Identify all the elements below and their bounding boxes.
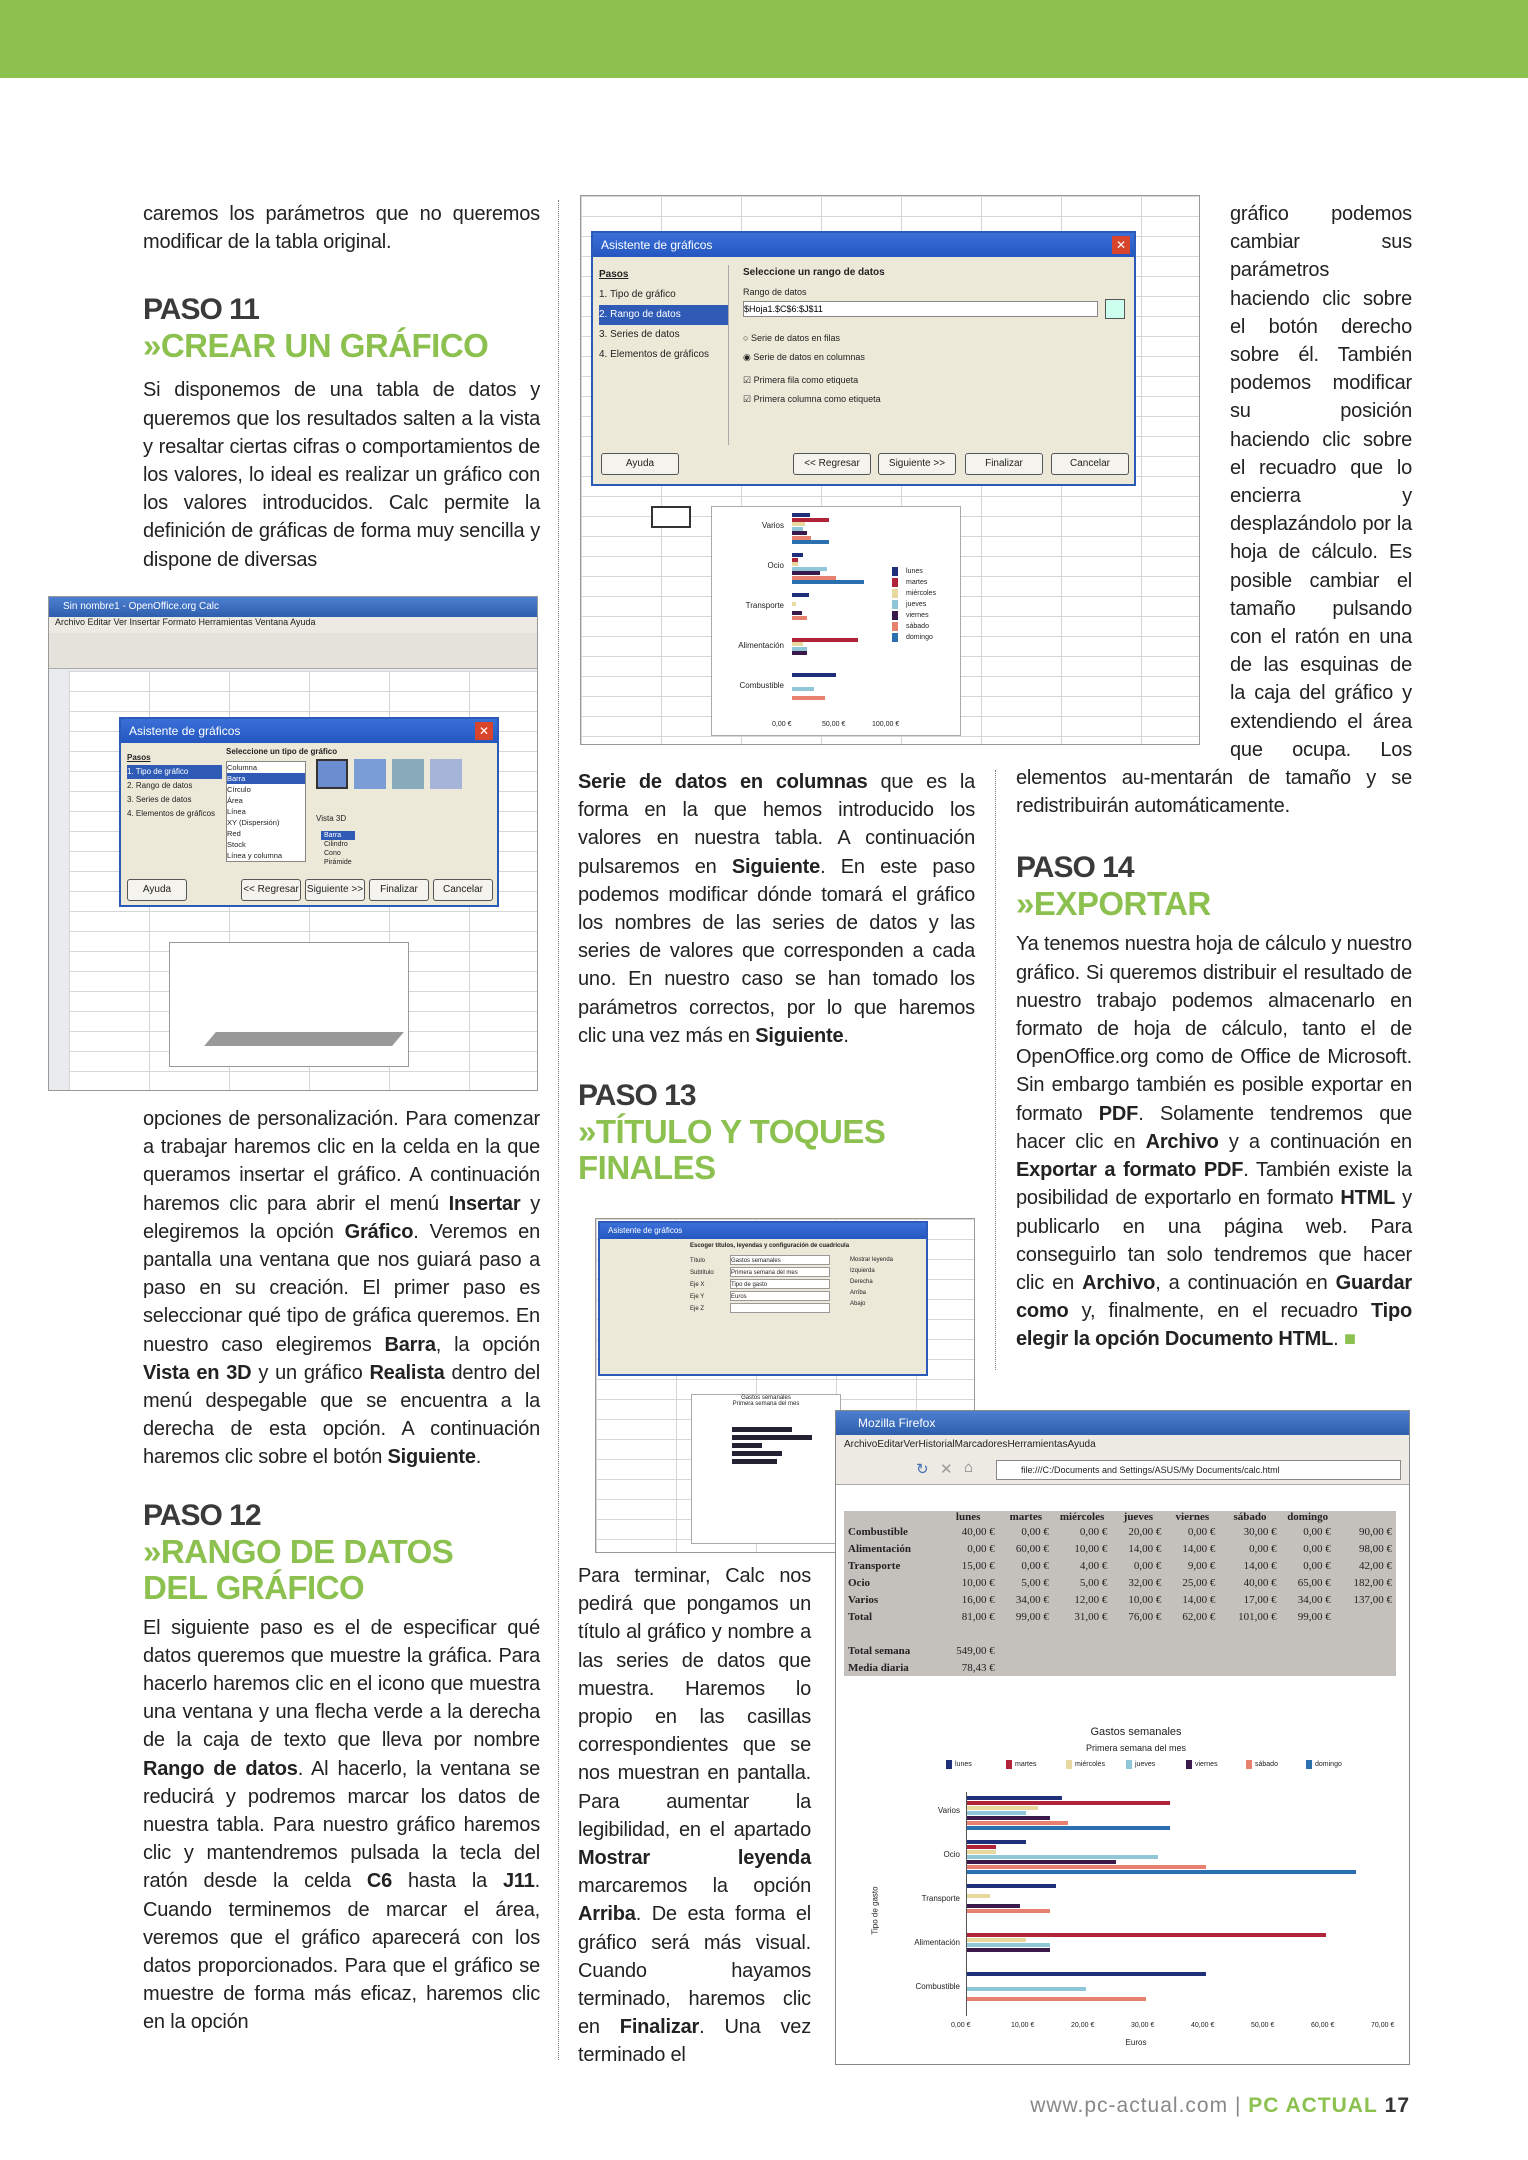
bar [792, 571, 820, 575]
row-label: Transporte [848, 1559, 901, 1572]
separator: | [1234, 2094, 1242, 2117]
x-tick-label: 50,00 € [822, 721, 846, 728]
row-label: Total [848, 1610, 873, 1623]
value-cell: 40,00 € [961, 1525, 995, 1538]
shape-option[interactable]: Cilindro [324, 841, 348, 848]
value-cell: 15,00 € [961, 1559, 995, 1572]
header-bar [0, 0, 1528, 78]
radio-rows[interactable]: ○ Serie de datos en filas [743, 333, 840, 343]
value-cell: 5,00 € [1079, 1576, 1108, 1589]
field-label: Eje X [690, 1282, 705, 1288]
field-label: Eje Z [690, 1306, 705, 1312]
chart-type-item[interactable]: Línea y columna [227, 851, 283, 860]
step-item[interactable]: 4. Elementos de gráficos [599, 349, 710, 360]
view-3d-checkbox[interactable]: Vista 3D [316, 814, 347, 823]
bar [966, 1909, 1050, 1913]
legend-item: sábado [892, 622, 929, 631]
header-cell: domingo [1287, 1511, 1329, 1523]
dialog-heading: Escoger títulos, leyendas y configuración de cuadrícula [690, 1243, 850, 1249]
shape-option[interactable]: Barra [321, 831, 355, 840]
value-cell: 0,00 € [1187, 1525, 1216, 1538]
category-label: Varios [761, 521, 784, 530]
bar [966, 1884, 1056, 1888]
paso-11-text-continued: opciones de personalización. Para comenzar a trabajar haremos clic en la celda en la que queramos insertar el gráfico. A continuación haremos clic para abrir el menú Insertar y elegiremos la opción Gráfico. Veremos en pantalla una ventana que nos guiará paso a paso en su creación. El primer paso es seleccionar qué tipo de gráfica queremos. En nuestro caso elegiremos Barra, la opción Vista en 3D y un gráfico Realista dentro del menú despegable que se encuentra a la derecha de esta opción. A continuación haremos clic sobre el botón Siguiente. [143, 1108, 541, 1469]
calc-screenshot-chart-type [48, 596, 538, 1091]
screenshot-spacer [1016, 200, 1230, 760]
title-field-row[interactable] [690, 1279, 830, 1291]
step-title: »EXPORTAR [1016, 885, 1211, 923]
bar [792, 696, 825, 700]
dialog-heading: Seleccione un rango de datos [743, 267, 885, 278]
chart-type-item[interactable]: Círculo [227, 785, 251, 794]
step-title: »TÍTULO Y TOQUES [578, 1113, 886, 1151]
step-title: »RANGO DE DATOS [143, 1532, 454, 1570]
value-cell: 40,00 € [1243, 1576, 1277, 1589]
summary-label: Media diaria [848, 1661, 909, 1674]
x-tick-label: 10,00 € [1011, 2022, 1035, 2029]
chart-subtitle: Primera semana del mes [1085, 1743, 1187, 1753]
summary-value: 549,00 € [956, 1644, 995, 1657]
checkbox-first-column[interactable]: ☑ Primera columna como etiqueta [743, 394, 881, 404]
row-label: Alimentación [848, 1542, 911, 1555]
value-cell: 0,00 € [1303, 1559, 1331, 1572]
header-cell: jueves [1123, 1511, 1153, 1523]
window-title: Sin nombre1 - OpenOffice.org Calc [49, 597, 537, 617]
close-icon[interactable]: ✕ [1112, 236, 1130, 254]
bar [966, 1933, 1326, 1937]
category-label: Ocio [767, 561, 784, 570]
category-label: Transporte [745, 601, 784, 610]
title-field-row[interactable] [690, 1303, 830, 1315]
x-tick-label: 100,00 € [872, 721, 900, 728]
legend-item: domingo [1306, 1760, 1342, 1769]
x-tick-label: 40,00 € [1191, 2022, 1215, 2029]
paso-12-text-continued: Serie de datos en columnas que es la forma en la que hemos introducido los valores en nuestra tabla. A continuación pulsaremos en Siguiente. En este paso podemos modificar dónde tomará el gráfico los nombres de las series de datos y las series de valores que corresponden a cada uno. En nuestro caso se han tomado los parámetros correctos, por lo que haremos clic una vez más en Siguiente. [578, 771, 975, 1047]
spacer-row [844, 1625, 1396, 1642]
value-cell: 81,00 € [961, 1610, 995, 1623]
value-cell: 42,00 € [1359, 1559, 1392, 1572]
chart-type-item[interactable]: Barra [227, 773, 305, 784]
bar [792, 558, 798, 562]
shape-option[interactable]: Cono [324, 850, 341, 857]
step-item[interactable]: 2. Rango de datos [127, 781, 193, 790]
title-field-row[interactable] [690, 1255, 830, 1267]
field-label: Título [690, 1258, 706, 1264]
bar [792, 673, 836, 677]
page-footer [1030, 2094, 1410, 2118]
value-cell: 14,00 € [1182, 1593, 1216, 1606]
step-number: PASO 11 [143, 293, 259, 327]
paso-14-text: Ya tenemos nuestra hoja de cálculo y nuestro gráfico. Si queremos distribuir el resultado de nuestro trabajo podemos almacenarlo en formato de hoja de cálculo, tanto el de OpenOffice.org como de Office de Microsoft. Sin embargo también es posible exportar en formato PDF. Solamente tendremos que hacer clic en Archivo y a continuación en Exportar a formato PDF. También existe la posibilidad de exportarlo en formato HTML y publicarlo en una página web. Para conseguirlo tan solo tendremos que hacer clic en Archivo, a continuación en Guardar como y, finalmente, en el recuadro Tipo elegir la opción Documento HTML. ■ [1016, 933, 1412, 1351]
value-cell: 12,00 € [1074, 1593, 1108, 1606]
x-tick-label: 20,00 € [1071, 2022, 1095, 2029]
legend-option[interactable]: Abajo [850, 1301, 866, 1307]
value-cell: 98,00 € [1359, 1542, 1392, 1555]
chart-type-item[interactable]: Stock [227, 840, 246, 849]
bar [966, 1865, 1206, 1869]
bar [966, 1806, 1038, 1810]
bar [792, 687, 814, 691]
bar [966, 1870, 1356, 1874]
step-title: FINALES [578, 1149, 716, 1187]
steps-header: Pasos [127, 753, 151, 762]
step-item[interactable]: 1. Tipo de gráfico [599, 289, 676, 300]
field-value: Euros [730, 1291, 830, 1301]
value-cell: 14,00 € [1182, 1542, 1216, 1555]
right-column [1016, 200, 1412, 1354]
menu-item[interactable]: Ayuda [1067, 1439, 1096, 1450]
step-item[interactable]: 4. Elementos de gráficos [127, 809, 216, 818]
website: www.pc-actual.com [1030, 2094, 1229, 2117]
bar [966, 1845, 996, 1849]
legend-option[interactable]: Arriba [850, 1290, 867, 1296]
paso-11-heading [143, 292, 540, 364]
x-tick-label: 70,00 € [1371, 2022, 1395, 2029]
bar [966, 1860, 1116, 1864]
chart-type-item[interactable]: Columna [227, 763, 258, 772]
summary-row [844, 1659, 1396, 1676]
address-bar[interactable]: file:///C:/Documents and Settings/ASUS/My Documents/calc.html [996, 1460, 1401, 1480]
y-axis-line [966, 1792, 967, 2016]
value-cell: 30,00 € [1243, 1525, 1277, 1538]
bar [966, 1796, 1062, 1800]
bar [966, 1840, 1026, 1844]
bar [792, 576, 836, 580]
paso-12-text: El siguiente paso es el de especificar qué datos queremos que muestre la gráfica. Para hacerlo haremos clic en el icono que muestra una ventana y una flecha verde a la derecha de la caja de texto que lleva por nombre Rango de datos. Al hacerlo, la ventana se reducirá y podremos marcar los datos de nuestra tabla. Para nuestro gráfico haremos clic y mantendremos pulsada la tecla del ratón desde la celda C6 hasta la J11. Cuando terminemos de marcar el área, veremos que el gráfico aparecerá con los datos proporcionados. Para que el gráfico se muestre de forma más eficaz, haremos clic en la opción [143, 1616, 540, 2034]
step-item[interactable]: 3. Series de datos [599, 329, 680, 340]
field-value: Tipo de gasto [730, 1279, 830, 1289]
x-tick-label: 0,00 € [772, 721, 792, 728]
category-label: Alimentación [914, 1938, 960, 1947]
bar [792, 536, 811, 540]
table-row [844, 1540, 1396, 1557]
header-cell [1335, 1511, 1396, 1523]
nav-toolbar [836, 1455, 1409, 1485]
x-axis-label: Euros [1125, 2038, 1147, 2047]
chart-type-item[interactable]: Línea [227, 807, 246, 816]
field-value: Primera semana del mes [730, 1267, 830, 1277]
category-label: Alimentación [738, 641, 784, 650]
value-cell: 34,00 € [1015, 1593, 1049, 1606]
value-cell: 0,00 € [1303, 1542, 1331, 1555]
bar [966, 1894, 990, 1898]
left-column-top [143, 200, 540, 574]
header-cell [844, 1511, 938, 1523]
step-title: »CREAR UN GRÁFICO [143, 327, 489, 365]
bar [966, 1850, 996, 1854]
summary-value: 78,43 € [961, 1661, 995, 1674]
category-label: Combustible [739, 681, 784, 690]
intro-text: caremos los parámetros que no queremos modificar de la tabla original. [143, 203, 540, 254]
cancelar-button[interactable]: Cancelar [1051, 453, 1129, 475]
chart-type-item[interactable]: XY (Dispersión) [227, 818, 280, 827]
category-label: Ocio [943, 1850, 960, 1859]
bar [792, 651, 807, 655]
window-title: Mozilla Firefox [836, 1411, 1409, 1435]
value-cell: 10,00 € [1074, 1542, 1108, 1555]
bar [792, 593, 809, 597]
bar [966, 1816, 1050, 1820]
left-column-bottom [143, 1105, 540, 2037]
ayuda-button[interactable]: Ayuda [127, 879, 187, 901]
bar [966, 1811, 1026, 1815]
value-cell: 10,00 € [961, 1576, 995, 1589]
chart-wizard-dialog [119, 717, 499, 907]
bar [792, 611, 802, 615]
row-label: Combustible [848, 1525, 908, 1538]
summary-label: Total semana [848, 1644, 911, 1657]
value-cell: 4,00 € [1079, 1559, 1108, 1572]
bar [792, 553, 803, 557]
value-cell: 14,00 € [1128, 1542, 1162, 1555]
field-label: Eje Y [690, 1294, 705, 1300]
legend-option[interactable]: Izquierda [850, 1268, 875, 1274]
value-cell [1335, 1608, 1396, 1625]
legend-item: sábado [1246, 1760, 1278, 1769]
paso-13-text: Para terminar, Calc nos pedirá que pongamos un título al gráfico y nombre a las series de datos que muestra. Haremos lo propio en las casillas correspondientes que se nos muestran en pantalla. Para aumentar la legibilidad, en el apartado Mostrar leyenda marcaremos la opción Arriba. De esta forma el gráfico será más visual. Cuando hayamos terminado, haremos clic en Finalizar. Una vez terminado el [578, 1565, 812, 2067]
table-row [844, 1557, 1396, 1574]
legend-item: miércoles [1066, 1760, 1105, 1769]
legend-item: lunes [946, 1760, 972, 1769]
reload-icon[interactable]: ↻ [916, 1461, 929, 1478]
bar [966, 1801, 1170, 1805]
value-cell: 137,00 € [1353, 1593, 1392, 1606]
value-cell: 0,00 € [1079, 1525, 1108, 1538]
value-cell: 31,00 € [1074, 1610, 1108, 1623]
middle-column-top [578, 768, 975, 1186]
bar [792, 580, 864, 584]
menu-item[interactable]: Historial [918, 1439, 955, 1450]
close-icon[interactable]: ✕ [475, 722, 493, 740]
table-header-row [844, 1511, 1396, 1523]
header-cell: lunes [955, 1511, 981, 1523]
range-label: Rango de datos [743, 287, 807, 297]
paso-13-heading [578, 1078, 975, 1186]
value-cell: 182,00 € [1353, 1576, 1392, 1589]
menu-item[interactable]: Ver [903, 1439, 919, 1450]
value-cell: 60,00 € [1015, 1542, 1049, 1555]
paso-13-text-narrow: gráfico podemos cambiar sus parámetros haciendo clic sobre el botón derecho sobre él. También podemos modificar su posición haciendo clic sobre el recuadro que lo encierra y desplazándolo por la hoja de cálculo. Es posible cambiar el tamaño pulsando con el ratón en una de las esquinas de la caja del gráfico y extendiendo el área que ocupa. Los elementos au- [1016, 203, 1412, 790]
header-cell: sábado [1233, 1511, 1267, 1523]
bar [792, 527, 803, 531]
legend-item: viernes [892, 611, 929, 620]
home-icon[interactable]: ⌂ [964, 1459, 974, 1476]
magazine-name: PC ACTUAL [1248, 2094, 1378, 2117]
legend-item: domingo [892, 633, 933, 642]
finalizar-button[interactable]: Finalizar [369, 879, 429, 901]
x-tick-label: 60,00 € [1311, 2022, 1335, 2029]
field-value [730, 1303, 830, 1313]
chart-title: Gastos semanales [1090, 1726, 1182, 1738]
step-number: PASO 12 [143, 1498, 261, 1532]
legend-item: jueves [892, 600, 926, 609]
expenses-table [844, 1511, 1396, 1676]
paso-12-heading [143, 1498, 540, 1606]
stop-icon[interactable]: ✕ [940, 1461, 953, 1478]
step-number: PASO 13 [578, 1079, 696, 1113]
step-title: DEL GRÁFICO [143, 1568, 365, 1606]
value-cell: 62,00 € [1182, 1610, 1216, 1623]
value-cell: 14,00 € [1243, 1559, 1277, 1572]
value-cell: 17,00 € [1243, 1593, 1277, 1606]
bar [792, 616, 807, 620]
field-label: Subtítulo [690, 1270, 714, 1276]
chart-type-item[interactable]: Red [227, 829, 241, 838]
steps-header: Pasos [599, 269, 629, 280]
legend-option[interactable]: Mostrar leyenda [850, 1257, 894, 1263]
legend-item: viernes [1186, 1760, 1218, 1769]
ayuda-button[interactable]: Ayuda [601, 453, 679, 475]
chart-preview [169, 942, 409, 1067]
menu-bar: Archivo Editar Ver Insertar Formato Herramientas Ventana Ayuda [49, 617, 537, 633]
table-row [844, 1608, 1396, 1625]
value-cell: 0,00 € [1021, 1525, 1049, 1538]
x-tick-label: 50,00 € [1251, 2022, 1275, 2029]
finalizar-button[interactable]: Finalizar [965, 453, 1043, 475]
x-tick-label: 0,00 € [951, 2022, 971, 2029]
bar [792, 513, 810, 517]
bar [792, 518, 829, 522]
value-cell: 0,00 € [967, 1542, 995, 1555]
menu-item[interactable]: Marcadores [954, 1439, 1008, 1450]
bar [792, 647, 807, 651]
radio-columns[interactable]: ◉ Serie de datos en columnas [743, 352, 865, 362]
paso-14-heading [1016, 850, 1412, 922]
value-cell: 20,00 € [1128, 1525, 1162, 1538]
value-cell: 0,00 € [1021, 1559, 1049, 1572]
menu-item[interactable]: Archivo [844, 1439, 878, 1450]
summary-row [844, 1642, 1396, 1659]
bar [792, 602, 796, 606]
value-cell: 99,00 € [1297, 1610, 1331, 1623]
value-cell: 65,00 € [1297, 1576, 1331, 1589]
checkbox-first-row[interactable]: ☑ Primera fila como etiqueta [743, 375, 859, 385]
value-cell: 0,00 € [1249, 1542, 1277, 1555]
value-cell: 25,00 € [1182, 1576, 1216, 1589]
table-row [844, 1574, 1396, 1591]
menu-item[interactable]: Editar [877, 1439, 904, 1450]
table-row [844, 1591, 1396, 1608]
siguiente-button[interactable]: Siguiente >> [878, 453, 956, 475]
paso-13-text-end: mentarán de tamaño y se redistribuirán automáticamente. [1016, 767, 1413, 818]
header-cell: viernes [1175, 1511, 1210, 1523]
bar [792, 531, 807, 535]
shape-option[interactable]: Pirámide [324, 859, 352, 866]
dialog-heading: Seleccione un tipo de gráfico [226, 747, 338, 756]
chart-type-item[interactable]: Área [227, 796, 243, 805]
value-cell: 90,00 € [1359, 1525, 1392, 1538]
x-tick-label: 30,00 € [1131, 2022, 1155, 2029]
value-cell: 32,00 € [1128, 1576, 1162, 1589]
bar [792, 642, 803, 646]
bar [792, 567, 827, 571]
legend-option[interactable]: Derecha [850, 1279, 873, 1285]
bar [792, 540, 829, 544]
category-label: Varios [937, 1806, 960, 1815]
value-cell: 99,00 € [1015, 1610, 1049, 1623]
bar [966, 1826, 1170, 1830]
bar [966, 1904, 1020, 1908]
legend-item: lunes [892, 567, 923, 576]
bar [966, 1987, 1086, 1991]
bar [966, 1972, 1206, 1976]
bar [966, 1855, 1158, 1859]
chart-preview [691, 1394, 841, 1544]
category-label: Combustible [915, 1982, 960, 1991]
expenses-bar-chart [870, 1726, 1396, 2056]
page-number: 17 [1384, 2094, 1410, 2117]
bar [792, 562, 798, 566]
category-label: Transporte [921, 1894, 960, 1903]
value-cell: 9,00 € [1187, 1559, 1216, 1572]
step-number: PASO 14 [1016, 851, 1134, 885]
regresar-button[interactable]: << Regresar [241, 879, 301, 901]
bar [792, 638, 858, 642]
legend-item: miércoles [892, 589, 936, 598]
legend-item: martes [1006, 1760, 1036, 1769]
title-field-row[interactable] [690, 1267, 830, 1279]
step-item[interactable]: 3. Series de datos [127, 795, 192, 804]
value-cell: 0,00 € [1133, 1559, 1162, 1572]
value-cell: 16,00 € [961, 1593, 995, 1606]
chart-subtitle: Primera semana del mes [732, 1401, 800, 1407]
dialog-title: Asistente de gráficos [121, 719, 497, 743]
header-cell: miércoles [1059, 1511, 1105, 1523]
value-cell: 0,00 € [1303, 1525, 1331, 1538]
step-item[interactable]: 2. Rango de datos [599, 305, 728, 325]
value-cell: 5,00 € [1021, 1576, 1049, 1589]
cancelar-button[interactable]: Cancelar [433, 879, 493, 901]
legend-item: martes [892, 578, 927, 587]
header-cell: martes [1009, 1511, 1042, 1523]
bar [792, 522, 805, 526]
firefox-screenshot [835, 1410, 1410, 2065]
dialog-title: Asistente de gráficos [593, 233, 1134, 257]
dialog-title: Asistente de gráficos [600, 1223, 926, 1239]
y-axis-label: Tipo de gasto [870, 1886, 880, 1935]
value-cell: 34,00 € [1297, 1593, 1331, 1606]
menu-item[interactable]: Herramientas [1007, 1439, 1068, 1450]
field-value: Gastos semanales [730, 1255, 830, 1265]
bar [966, 1943, 1050, 1947]
value-cell: 10,00 € [1128, 1593, 1162, 1606]
table-row [844, 1523, 1396, 1540]
legend-item: jueves [1126, 1760, 1155, 1769]
bar [966, 1938, 1026, 1942]
bar [966, 1997, 1146, 2001]
bar-chart-preview [711, 506, 961, 736]
regresar-button[interactable]: << Regresar [793, 453, 871, 475]
title-field-row[interactable] [690, 1291, 830, 1303]
step-item[interactable]: 1. Tipo de gráfico [127, 765, 222, 779]
siguiente-button[interactable]: Siguiente >> [305, 879, 365, 901]
value-cell: 76,00 € [1128, 1610, 1162, 1623]
row-label: Varios [848, 1593, 879, 1606]
menu-bar [836, 1435, 1409, 1455]
row-label: Ocio [848, 1576, 870, 1589]
chart-wizard-dialog [598, 1221, 928, 1376]
value-cell: 101,00 € [1238, 1610, 1277, 1623]
chart-title: Gastos semanales [741, 1395, 791, 1401]
paso-11-text: Si disponemos de una tabla de datos y queremos que los resultados salten a la vista y resaltar ciertas cifras o comportamientos de los valores, lo ideal es realizar un gráfico con los valores introducidos. Calc permite la definición de gráficas de forma muy sencilla y dispone de diversas [143, 379, 540, 571]
bar [966, 1821, 1068, 1825]
bar [966, 1948, 1050, 1952]
